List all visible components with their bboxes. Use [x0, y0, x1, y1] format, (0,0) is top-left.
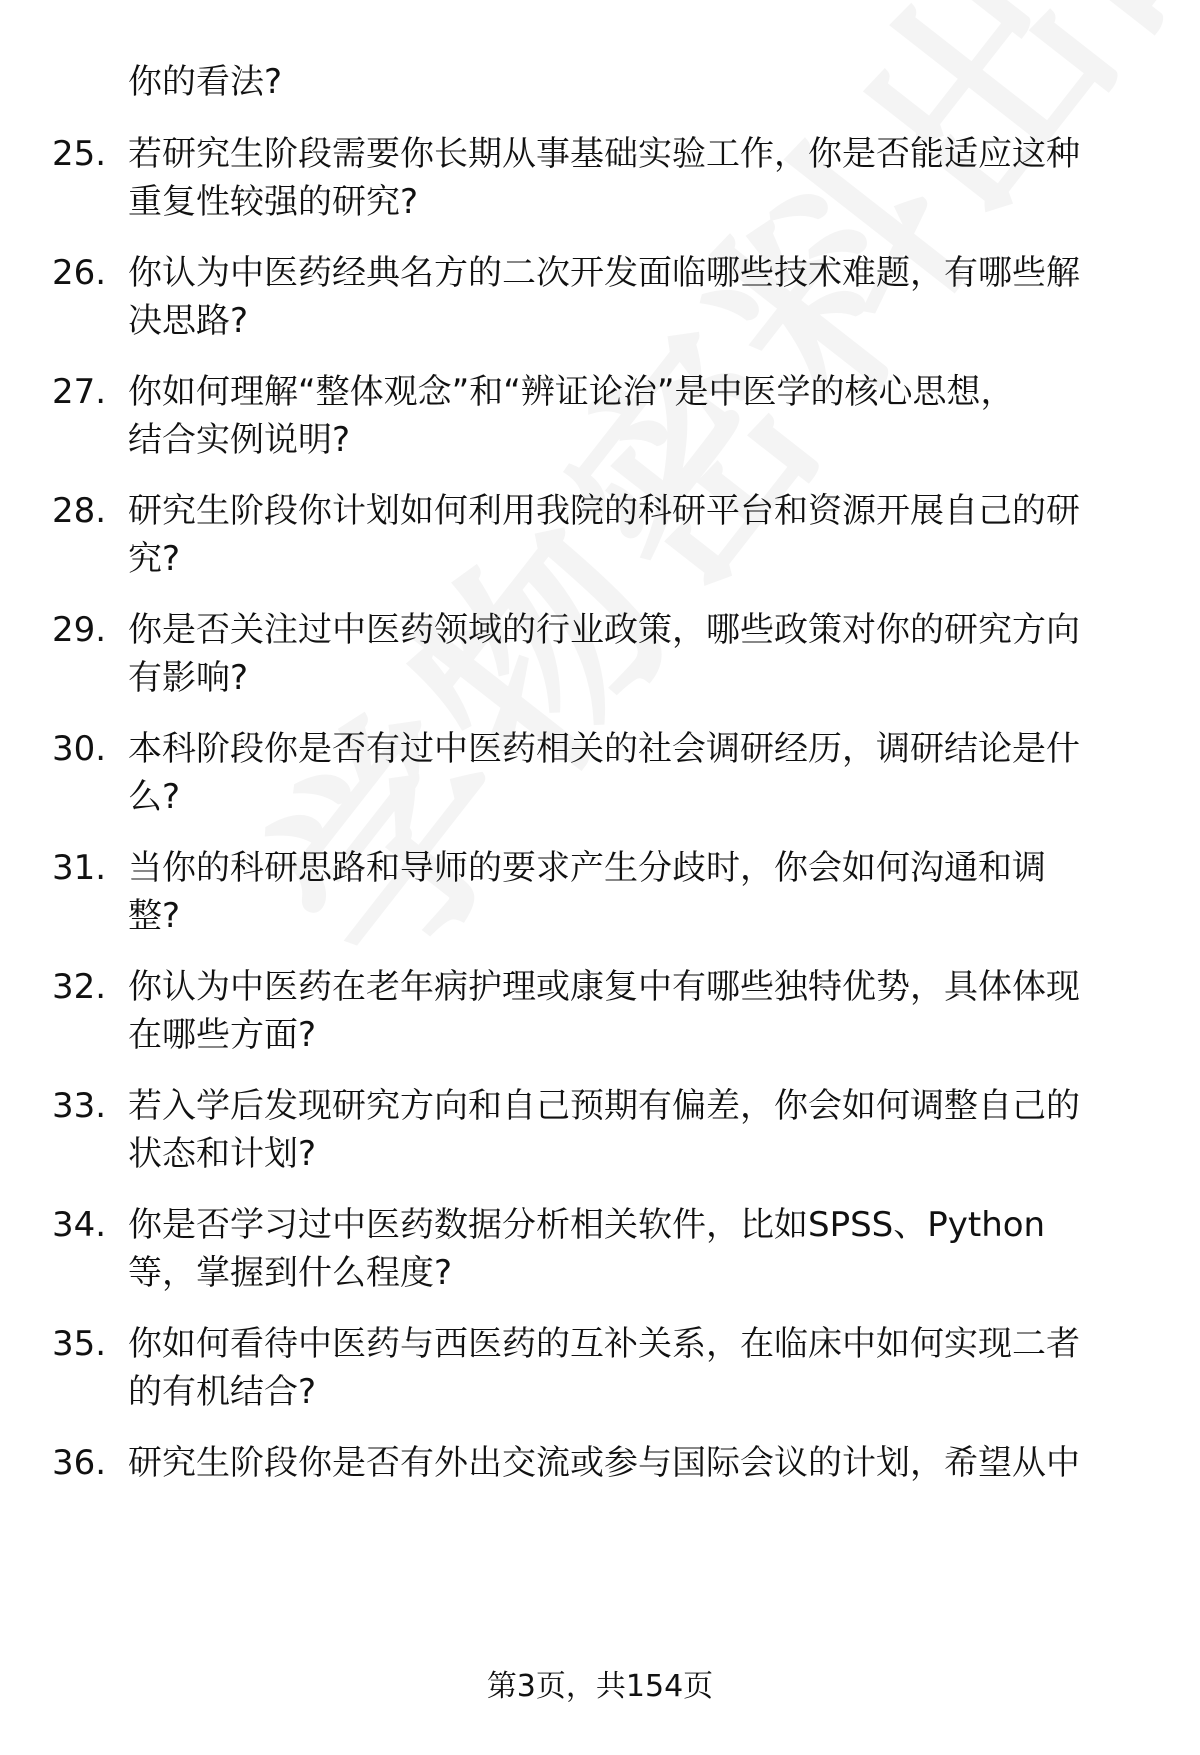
question-text	[128, 844, 1138, 940]
question-text-line: 研究生阶段你计划如何利用我院的科研平台和资源开展自己的研	[128, 491, 1080, 531]
question-text	[128, 249, 1138, 345]
question-text-line: 你如何理解“整体观念”和“辨证论治”是中医学的核心思想，	[128, 372, 1015, 412]
question-text-line: 你认为中医药在老年病护理或康复中有哪些独特优势，具体体现	[128, 967, 1080, 1007]
question-item	[0, 725, 1200, 835]
question-text-line: 有影响?	[128, 658, 249, 698]
question-text-line: 整?	[128, 896, 181, 936]
question-text	[128, 725, 1138, 821]
question-item	[0, 1320, 1200, 1430]
question-item	[0, 249, 1200, 359]
question-number: 30.	[52, 729, 107, 769]
question-text-line: 你认为中医药经典名方的二次开发面临哪些技术难题，有哪些解	[128, 253, 1080, 293]
question-text	[128, 1439, 1138, 1487]
question-item	[0, 1439, 1200, 1549]
question-item	[0, 1201, 1200, 1311]
question-text-line: 当你的科研思路和导师的要求产生分歧时，你会如何沟通和调	[128, 848, 1046, 888]
question-text-line: 究?	[128, 539, 181, 579]
question-text-line: 重复性较强的研究?	[128, 182, 419, 222]
question-item	[0, 963, 1200, 1073]
question-item	[0, 487, 1200, 597]
question-number: 29.	[52, 610, 107, 650]
question-text-line: 本科阶段你是否有过中医药相关的社会调研经历，调研结论是什	[128, 729, 1080, 769]
question-text-line: 研究生阶段你是否有外出交流或参与国际会议的计划，希望从中	[128, 1443, 1080, 1483]
question-item	[0, 844, 1200, 954]
question-text	[128, 1201, 1138, 1297]
question-text-line: 结合实例说明?	[128, 420, 351, 460]
question-number: 33.	[52, 1086, 107, 1126]
question-text	[128, 606, 1138, 702]
question-number: 27.	[52, 372, 107, 412]
question-text-line: 你是否关注过中医药领域的行业政策，哪些政策对你的研究方向	[128, 610, 1080, 650]
question-number: 32.	[52, 967, 107, 1007]
question-number: 34.	[52, 1205, 107, 1245]
page-footer: 第3页，共154页	[486, 1669, 714, 1704]
question-number: 36.	[52, 1443, 107, 1483]
question-number: 25.	[52, 134, 107, 174]
question-text-line: 在哪些方面?	[128, 1015, 317, 1055]
question-text-line: 若入学后发现研究方向和自己预期有偏差，你会如何调整自己的	[128, 1086, 1080, 1126]
question-text-line: 若研究生阶段需要你长期从事基础实验工作，你是否能适应这种	[128, 134, 1080, 174]
question-text	[128, 1082, 1138, 1178]
continuation-text: 你的看法?	[128, 62, 283, 102]
question-item	[0, 606, 1200, 716]
question-text	[128, 368, 1138, 464]
question-text-line: 等，掌握到什么程度?	[128, 1253, 453, 1293]
question-text	[128, 487, 1138, 583]
question-number: 28.	[52, 491, 107, 531]
question-text-line: 么?	[128, 777, 181, 817]
question-number: 26.	[52, 253, 107, 293]
question-text-line: 状态和计划?	[128, 1134, 317, 1174]
question-text-line: 你如何看待中医药与西医药的互补关系，在临床中如何实现二者	[128, 1324, 1080, 1364]
question-text-line: 决思路?	[128, 301, 249, 341]
question-number: 35.	[52, 1324, 107, 1364]
question-text-line: 你是否学习过中医药数据分析相关软件，比如SPSS、Python	[128, 1205, 1046, 1245]
question-item	[0, 1082, 1200, 1192]
question-item	[0, 130, 1200, 240]
question-number: 31.	[52, 848, 107, 888]
question-text	[128, 1320, 1138, 1416]
question-text	[128, 963, 1138, 1059]
question-text-line: 的有机结合?	[128, 1372, 317, 1412]
question-item	[0, 368, 1200, 478]
question-text	[128, 130, 1138, 226]
